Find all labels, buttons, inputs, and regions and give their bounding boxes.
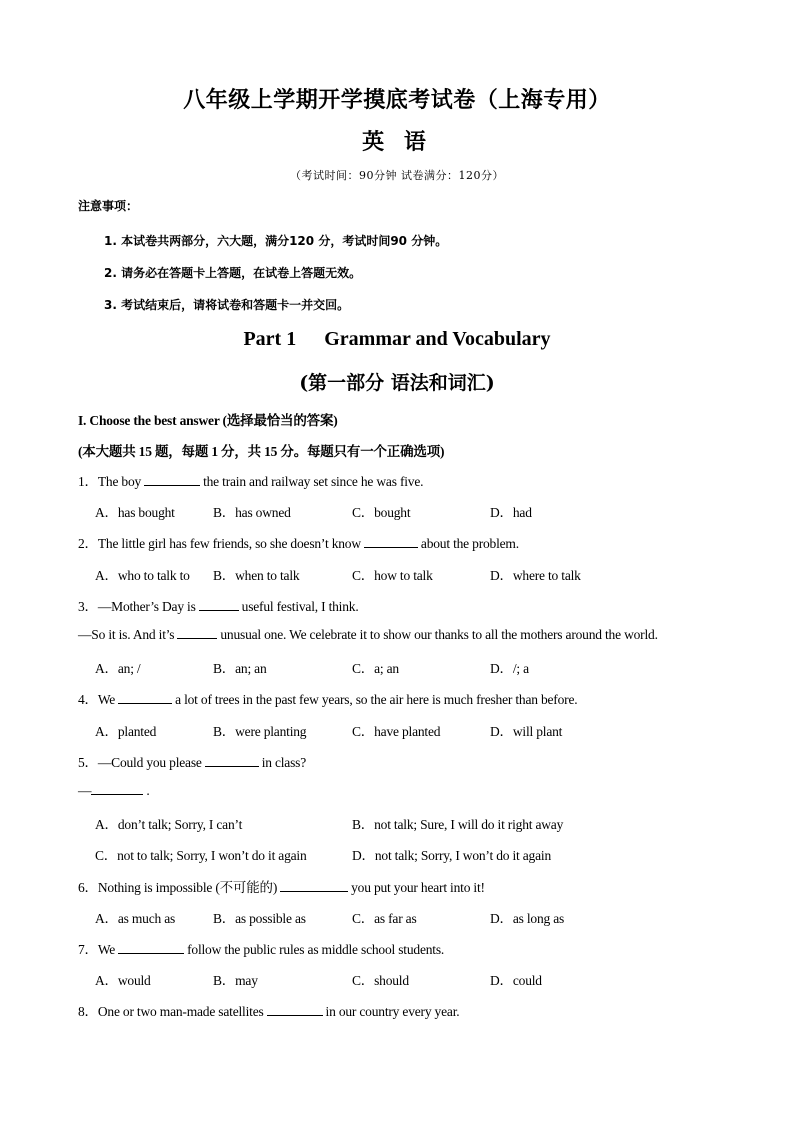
option-b: B．has owned xyxy=(213,505,291,520)
stem-text: —So it is. And it’s xyxy=(78,627,175,642)
option-c: C．not to talk; Sorry, I won’t do it again xyxy=(95,848,307,863)
question-stem xyxy=(78,532,519,552)
question-stem xyxy=(78,751,306,771)
option-b: B．an; an xyxy=(213,661,267,676)
stem-text: 7．We xyxy=(78,942,116,957)
part-subtitle: (第一部分 语法和词汇) xyxy=(299,372,495,394)
answer-blank xyxy=(144,473,200,486)
option-a: A．who to talk to xyxy=(95,568,190,583)
option-c: C．have planted xyxy=(352,724,441,739)
answer-blank xyxy=(280,879,348,892)
part-name: Grammar and Vocabulary xyxy=(324,328,551,350)
stem-text: 4．We xyxy=(78,692,116,707)
stem-text: the train and railway set since he was five. xyxy=(203,474,424,489)
stem-text: 3．—Mother’s Day is xyxy=(78,599,196,614)
option-a: A．an; / xyxy=(95,661,141,676)
stem-text: 1．The boy xyxy=(78,474,142,489)
stem-text: 6．Nothing is impossible (不可能的) xyxy=(78,880,278,895)
section-heading: I. Choose the best answer (选择最恰当的答案) xyxy=(78,413,338,428)
option-c: C．as far as xyxy=(352,911,417,926)
option-b: B．when to talk xyxy=(213,568,300,583)
stem-text: unusual one. We celebrate it to show our thanks to all the mothers around the world. xyxy=(220,627,658,642)
option-d: D．not talk; Sorry, I won’t do it again xyxy=(352,848,552,863)
answer-blank xyxy=(205,754,259,767)
option-b: B．may xyxy=(213,973,258,988)
notice-item: 2. 请务必在答题卡上答题，在试卷上答题无效。 xyxy=(104,266,362,280)
stem-text: 5．—Could you please xyxy=(78,755,202,770)
stem-text: a lot of trees in the past few years, so the air here is much fresher than before. xyxy=(175,692,578,707)
part-title xyxy=(0,328,794,351)
answer-blank xyxy=(91,782,143,795)
stem-text: 2．The little girl has few friends, so she doesn’t know xyxy=(78,536,361,551)
question-stem xyxy=(78,938,444,958)
answer-blank xyxy=(177,626,217,639)
question-stem xyxy=(78,595,359,615)
option-d: D．as long as xyxy=(490,911,565,926)
option-d: D．where to talk xyxy=(490,568,581,583)
option-d: D．could xyxy=(490,973,542,988)
question-stem-line2 xyxy=(78,782,150,799)
option-a: A．don’t talk; Sorry, I can’t xyxy=(95,817,243,832)
answer-blank xyxy=(118,691,172,704)
stem-text: about the problem. xyxy=(420,536,519,551)
stem-text: — xyxy=(78,783,92,798)
option-b: B．not talk; Sure, I will do it right away xyxy=(352,817,564,832)
answer-blank xyxy=(267,1003,323,1016)
option-c: C．bought xyxy=(352,505,411,520)
option-c: C．a; an xyxy=(352,661,399,676)
stem-text: useful festival, I think. xyxy=(241,599,359,614)
option-d: D．/; a xyxy=(490,661,529,676)
stem-text: follow the public rules as middle school students. xyxy=(187,942,445,957)
option-a: A．has bought xyxy=(95,505,175,520)
notice-item: 3. 考试结束后，请将试卷和答题卡一并交回。 xyxy=(104,298,350,312)
part-label: Part 1 xyxy=(243,328,297,350)
question-stem xyxy=(78,470,423,490)
stem-text: . xyxy=(146,783,150,798)
option-c: C．should xyxy=(352,973,409,988)
question-stem-line2 xyxy=(78,626,658,643)
stem-text: in our country every year. xyxy=(325,1004,460,1019)
exam-subject: 英 语 xyxy=(362,130,432,155)
question-stem xyxy=(78,876,485,896)
section-instructions: (本大题共 15 题，每题 1 分，共 15 分。每题只有一个正确选项) xyxy=(78,444,445,459)
option-c: C．how to talk xyxy=(352,568,433,583)
exam-title: 八年级上学期开学摸底考试卷（上海专用） xyxy=(183,88,611,113)
exam-info: （考试时间：90分钟 试卷满分：120分） xyxy=(290,169,504,182)
option-a: A．as much as xyxy=(95,911,176,926)
question-stem xyxy=(78,1000,459,1020)
option-b: B．were planting xyxy=(213,724,307,739)
answer-blank xyxy=(199,598,239,611)
option-d: D．will plant xyxy=(490,724,563,739)
stem-text: 8．One or two man-made satellites xyxy=(78,1004,264,1019)
notice-item: 1. 本试卷共两部分，六大题，满分120 分，考试时间90 分钟。 xyxy=(104,234,448,248)
stem-text: in class? xyxy=(261,755,306,770)
question-stem xyxy=(78,688,577,708)
option-a: A．planted xyxy=(95,724,157,739)
option-a: A．would xyxy=(95,973,151,988)
stem-text: you put your heart into it! xyxy=(351,880,485,895)
answer-blank xyxy=(364,535,418,548)
option-b: B．as possible as xyxy=(213,911,306,926)
notice-heading: 注意事项： xyxy=(78,199,139,213)
answer-blank xyxy=(118,941,184,954)
option-d: D．had xyxy=(490,505,532,520)
